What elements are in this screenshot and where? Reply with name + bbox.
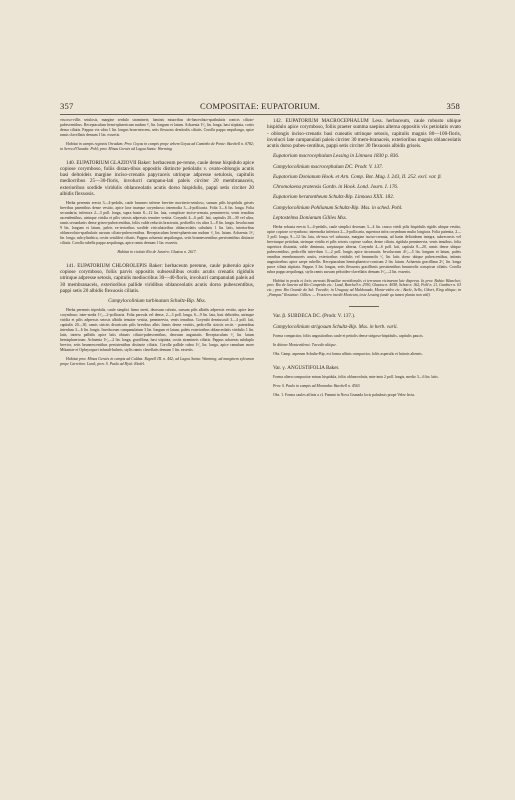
variety-beta-heading: Var. β. SUBDECA DC. (Prodr. V. 137.). bbox=[273, 313, 356, 320]
habitat-142: Habitat in pratis et locis arenosis Brasiliae meridionalis et terrarum vicinarum late dispersa. In prov. Bahia: Blanchet; prov. Rio de Janeiro ad Rio Comprido etc.: Lund, Burchell n. 2930, Glaziou n. 4058, Schott n. 362, Pohl n. 21, Gardner n. 63 etc.; prov. Rio Grande do Sul: Tweedie; in Uruguay ad Maldonado, Monte-video etc.: Bacle, Sello, Gibert, King aliique; in „Pampas" Rosariae: Gillies. — Fructerro incolit Mexicum, teste Lessing (unde qu tamen planta non vidi). bbox=[267, 278, 461, 298]
synonym-7: Leptostelma Donianum Gillies Mss. bbox=[273, 214, 347, 221]
page-header bbox=[60, 101, 460, 115]
variety-gamma-note: Obs. 1. Forma caules affinis a cl. Pummt in Nova Granada locis paludosis prope Velez lecta. bbox=[273, 392, 415, 397]
right-column bbox=[267, 118, 461, 398]
variety-beta-synonym: Campylocolinium strigosum Schultz-Bip. Mss. in herb. varii. bbox=[273, 323, 398, 330]
left-column bbox=[60, 118, 254, 367]
synonym-4: Chromolaena pratensis Gardn. in Hook. Lond. Journ. I. 176. bbox=[273, 184, 399, 190]
synonym-3: Eupatorium Donianum Hook. et Arn. Comp. Bot. Mag. I. 243, II. 252. excl. var. β. bbox=[273, 173, 442, 180]
running-title: COMPOSITAE: EUPATORIUM. bbox=[200, 101, 320, 111]
page-number-left: 357 bbox=[60, 101, 74, 111]
variety-beta-description: Forma compactior, foliis angustioribus caule et petiolis dense strigoso-hispidulis, capitulis paucis. bbox=[273, 333, 424, 338]
synonym-5: Eupatorium heratontheum Schultz-Bip. Linnaea XXX. 182. bbox=[273, 194, 395, 201]
synonym-2: Campylocolinium macrocephalum DC. Prodr. V. 137. bbox=[273, 163, 383, 170]
species-142-diagnosis: 142. EUPATORIUM MACROCEPHALUM Less. herbaceum, caule robusto ubique hispidulo apice corymboso, foliis praeter summa saepius alterna oppositis vix petiolatis ovato - oblongis inciso-crenatis basi cuneatis utrinque setosis, capitulis magnis 80—100-floris, involucri late campanulati paleis circiter 30 mem-branaceis, exterioribus magnis oblanceolatis acutis dorso pubes-centibus, pappi setis circiter 30 flexuosis albidis griseis. bbox=[267, 118, 461, 149]
variety-beta-note: Obs. Camp. asperum Schultz-Bip. est forma affinis compactior, foliis asperulis et latioris alternis. bbox=[273, 351, 423, 356]
habitat-139: Habitat in campis regionis Orcadum. Prov. Goyas in campis prope urbem Goyaz ad Caminho de Ponte: Burchell n. 6782; in Serra d'Ourada: Pohl; prov. Minas Geraës ad Lagoa Santa: Warming. bbox=[60, 141, 254, 151]
species-142-description: Herba robusta erecta 3—4-pedalis, caule simplici deorsum 3—4 lin. crasso viridi pilis hispidulis rigidis ubique vestito, apice copiose co-rymboso; internodia inferiora 2—3-pollicaria, superiora infra corymbum multo longiora. Folia patentia, 2—3 poll. longa, 9—12 lin. lata, ob-tusa vel subacuta, margine inciso-crenata, ad basin deltoideam integra, subrecurvis vel breviusque petiolata, utrinque viridia et pilis setosis copiose scabra, dense ciliata, rigidula penninervia, venis tenuibus, folia superiora distantia, valde diminuta, saepiusque alterna. Corymbi 4—6 poll. lati, capitula 8—20, ramis dense ubique pubescentibus, pedicellis inter-dum 1—2 poll. longis apice incrassatis. Involucrum 4¹⁄₂—5 lin. longum et latum, paleis omnibus membranaceis acutis, exterioribus viridulis vel brunneolis ¹⁄₂ lin. latis dorso ubique pubescentibus, intimis angustioribus apice saepe rubellis. Receptaculum hemisphaerico-conicum 2 lin. latum. Achaenia gracillima 2¹⁄₂ lin. longa parce ciliata stipitata. Pappus 3 lin. longus, setis flexuosis gracillimis persistentibus brunneolis conspicue ciliatis. Corolla rubra pappo aequilonga, stylis ramis sursum peltoideo-clavellatis demum 1¹⁄₂—2 lin. exsertis. bbox=[267, 225, 461, 274]
synonym-6: Campylocolinium Pohlianum Schultz-Bip. Mss. in sched. Pohl. bbox=[273, 204, 403, 211]
species-141-description: Herba perennis tripedalis, caule simplici firmo tereti, deorsum calvato, sursum pilis albidis adpressis vestito, apice laxe corymboso; inter-nodia 1¹⁄₂—2-pollicaria. Folia parvula vel dense, 2—3 poll. longa, 6—9 lin. lata, basi deltoidea, utrinque viridia et pilis adpressis setosis albidis tenuiter vestita, penninervia, venis tenuibus. Corymbi densiusculi 3—4 poll. lati, capitulis 20—30, ramis strictis divaricatis pilis brevibus albis firmis dense vestitis, pedicellis strictis rectis - patentibus interdum 3—6 lin. longis. Involucrum campanulatum 3 lin. longum et latum, paleis exterioribus oblanceolatis viridulis 1 lin. latis, interiu pallidis apice latis obtusis ciliato-pubescentibus, deorsum angustatis. Receptaculum ¹⁄₂ lin. latum hemisphaericum. Achaenia 1¹⁄₂—2 lin. longa, gracillima, basi stipitata, costis stramineis ciliatis. Pappus achaenio subduplo brevior, setis brunnescentibus persistentibus distincte ciliatis. Corolla pallide rubra 1¹⁄₂ lin. longa, apice ramulum more Mikaniae et Ophryospori infundi-bularis, stylis ramis clavellatis demum 1 lin. exsertis. bbox=[60, 308, 254, 352]
variety-gamma-habitat: Prov. S. Paulo in campis ad Moramba: Burchell n. 4563. bbox=[273, 383, 361, 388]
species-140-diagnosis: 140. EUPATORIUM GLAZIOVII Baker: herbaceum pe-renne, caule dense hispidulo apice copiose corymboso, foliis distan-tibus oppositis distincte petiolatis v. ovato-oblongis acutis basi deltoideis margine inciso-crenatis papyraceis utrinque adpresse setulosis, capitulis mediocribus 25—30-floris, involucri campanu-lati paleis circiter 20 membranaceis, exterioribus sordide viridulis oblanceolatis acutis dorso hispidulis, pappi setis circiter 20 albidis flexuosis. bbox=[60, 159, 254, 197]
species-140-description: Herba perennis erecta 3—4-pedalis, caule brunneo inferne breviter moriterio-setuloso, sursum pilis hispidulis griseis brevibus patentibus dense vestito, apice laxe inaeque corymboso; internodia 3—4-pollicaria. Folia 3—6 lin. longa. Folia secundaria, inferiora 2—3 poll. longa, supra basin 8—12 lin. lata, complicae incise-crenata, penninervia, venis tenuibus ascendentibus, utrinque viridia et pilis setosis adpressis tenuiter vestita. Corymbi 4—6 poll. lati, capitulis 20—30 vel ultra, ramis secundariis dense griseo-pubescentibus, foliis valde reductis bracteatis, pedicellis vix ultra 3—8 lin. longis. Involucrum 9 lin. longum et latum, paleis ex-terioribus sordide viriculatoribus oblanceolatis subulatis 1 lin. latis, interioribus oblanceolato-spathulatis sursum ciliato-pubescentibus. Receptaculum hemi-sphaericum nudum ¹⁄₂ lin. latum. Achaenia 1¹⁄₂ lin. longa, subcylindrica, costis setuliferi ciliatis. Pappus achaenio aequilongus, setis brunnescentibus persistentibus distincte ciliatis. Corolla rubella pappo aequilonga, apice ramis demum 1 lin. exsertis. bbox=[60, 201, 254, 245]
page-number-right: 358 bbox=[446, 101, 460, 111]
species-141-diagnosis: 141. EUPATORIUM CHLOROLEPIS Baker: herbaceum perenne, caule puberulo apice copiose corymboso, foliis parvis oppositis subsessilibus ovatis acutis crenatis rigidulis utrinque adpresse setosis, capitulis mediocribus 30—40-floris, involucri campanulati paleis ad 30 membranaceis, exterioribus pallide viridibus oblanceolatis acutis dorso pubescentibus, pappi setis 20 albidis flexuosis ciliatis. bbox=[60, 262, 255, 294]
variety-beta-habitat: In ditione Montevidensi: Tweedie aliique. bbox=[273, 342, 337, 347]
variety-gamma-description: Forma altera compactior minus hispidula, foliis oblanceolatis, min-imis 2 poll. longis, medio 3—6 lin. latis. bbox=[273, 374, 439, 379]
variety-gamma-heading: Var. γ. ANGUSTIFOLIA Baker. bbox=[273, 364, 340, 371]
section-divider bbox=[349, 306, 379, 307]
habitat-141: Habitat prov. Minas Geraës in campis ad Caldas: Regnell III. n. 442; ad Lagoa Santa: Warming; ad marginem sylvarum prope Carretino: Lund; prov. S. Paulo ad Hytú: Riedel. bbox=[60, 356, 254, 366]
habitat-140: Habitat in civitate Rio de Janeiro: Glaziou n. 2617. bbox=[117, 249, 197, 254]
synonym-1: Eupatorium macrocephalum Lessing in Linnaea 1830 p. 836. bbox=[273, 153, 400, 160]
species-141-synonym: Campylocolinium turbinatum Schultz-Bip. Mss. bbox=[108, 298, 206, 304]
header-rule bbox=[60, 114, 460, 115]
continued-description: viscoso-villis setulosis, margine serdulo stramineis; laminis miuoribus ob-lanceolato-spathulatis conicis ciliato-pubescentibus. Receptaculum hemi-sphaericum nudum ¹⁄₂ lin. longum et latum. Achaenia 1¹⁄₃ lin. longa, basi stipitata, costis densa ciliatis. Pappus vix ultra 1 lin. longus brun-nescens, setis flexuosis denticulis ciliatis. Corolla pappo aequilonga, apice ramis clavellatis demum 1 lin. exsertis. bbox=[60, 118, 254, 137]
